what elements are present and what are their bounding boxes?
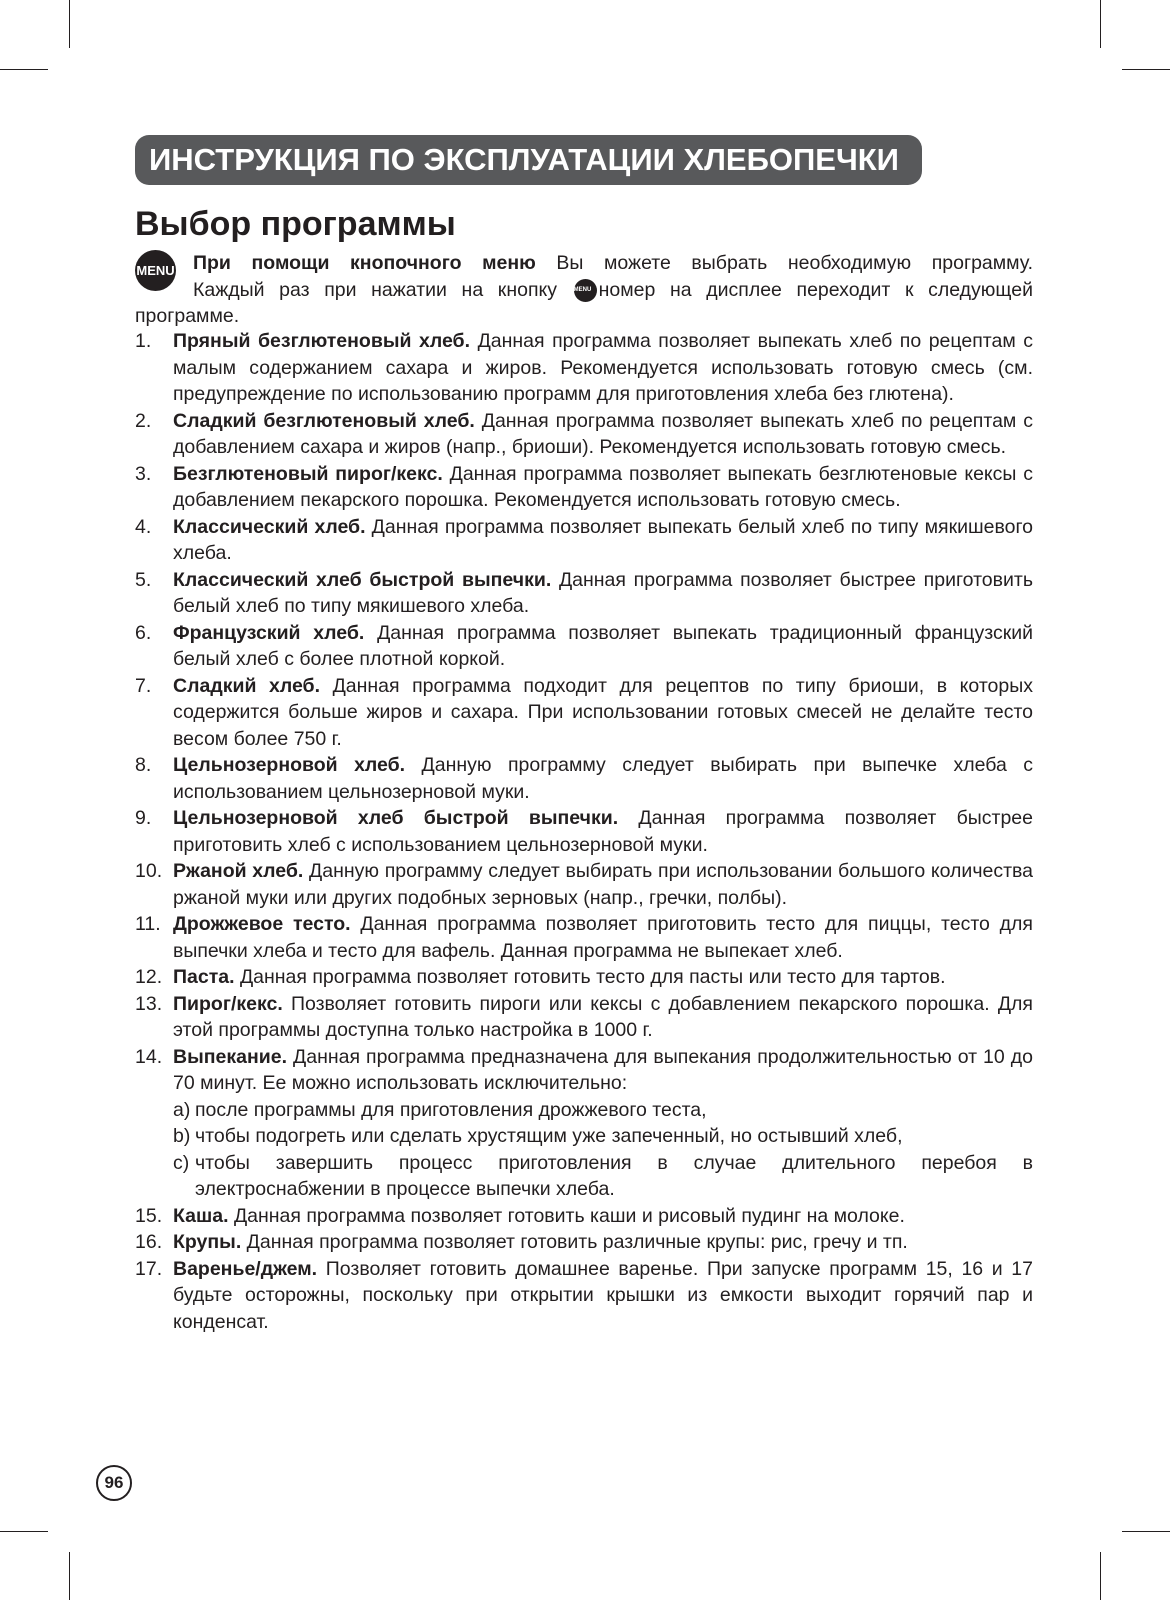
program-description: Данная программа позволяет выпекать безглютеновые кексы с добавлением пекарского порошка. Рекомендуется использовать готовую смесь. [173, 462, 1034, 511]
program-title: Цельнозерновой хлеб. [173, 754, 406, 776]
program-item [135, 328, 1033, 408]
program-item [135, 408, 1033, 461]
menu-button-icon: MENU [135, 250, 176, 291]
program-description: Данная программа подходит для рецептов по типу бриоши, в которых содержится больше жиров и сахара. При использовании готовых смесей не делайте тесто весом более 750 г. [173, 674, 1033, 750]
menu-inline-icon: MENU [574, 279, 597, 302]
program-item [135, 514, 1033, 567]
crop-mark [1100, 0, 1101, 48]
program-item [135, 1203, 1033, 1230]
program-description: Данная программа позволяет выпекать белый хлеб по типу мякишевого хлеба. [173, 515, 1033, 564]
program-description: Данную программу следует выбирать при использовании большого количества ржаной муки или других подобных зерновых (напр., гречки, полбы). [173, 860, 1033, 909]
program-item [135, 752, 1033, 805]
program-title: Выпекание. [173, 1045, 287, 1068]
program-item [135, 991, 1033, 1044]
page-number: 96 [96, 1465, 132, 1501]
program-number: 4. [135, 515, 152, 538]
program-number: 13. [135, 992, 163, 1015]
program-number: 11. [135, 913, 161, 935]
program-number: 6. [135, 621, 152, 644]
crop-mark [1122, 69, 1170, 70]
program-title: Сладкий хлеб. [173, 674, 321, 697]
program-item [135, 567, 1033, 620]
program-description: Данная программа позволяет готовить тесто для пасты или тесто для тартов. [239, 966, 946, 988]
program-description: Данная программа позволяет быстрее приготовить хлеб с использованием цельнозерновой муки. [173, 807, 1033, 856]
program-description: Данная программа позволяет быстрее приготовить белый хлеб по типу мякишевого хлеба. [173, 568, 1033, 617]
crop-mark [0, 1531, 48, 1532]
program-item [135, 805, 1033, 858]
program-number: 2. [135, 409, 152, 432]
program-item [135, 1229, 1033, 1256]
intro-line-1-text: Вы можете выбрать необходимую программу. [556, 252, 1034, 274]
program-title: Дрожжевое тесто. [173, 913, 351, 935]
program-number: 15. [135, 1204, 163, 1227]
program-number: 17. [135, 1257, 163, 1280]
crop-mark [69, 1552, 70, 1600]
intro-line-1 [135, 250, 1033, 277]
program-title: Паста. [173, 966, 235, 988]
program-description: Данная программа предназначена для выпекания продолжительностью от 10 до 70 минут. Ее можно использовать исключительно: [173, 1045, 1033, 1094]
intro-line-2-end: номер на дисплее переходит к следующей [598, 278, 1033, 301]
program-title: Пряный безглютеновый хлеб. [173, 330, 471, 352]
program-subitem [173, 1097, 1033, 1124]
program-number: 8. [135, 754, 152, 776]
intro-line-2-start: Каждый раз при нажатии на кнопку [193, 278, 558, 301]
program-description: Данную программу следует выбирать при выпечке хлеба с использованием цельнозерновой муки. [173, 754, 1033, 803]
program-number: 16. [135, 1231, 163, 1253]
program-title: Классический хлеб быстрой выпечки. [173, 568, 552, 591]
program-subitem [173, 1123, 1033, 1150]
subitem-letter: a) [173, 1098, 191, 1121]
program-number: 14. [135, 1045, 163, 1068]
intro-line-3: программе. [135, 305, 240, 327]
crop-mark [1122, 1531, 1170, 1532]
program-item [135, 1044, 1033, 1203]
program-item [135, 673, 1033, 753]
program-description: Данная программа позволяет выпекать хлеб по рецептам с малым содержанием сахара и жиров. Рекомендуется использовать готовую смесь (см. предупреждение по использованию программ для приготовления хлеба без глютена). [173, 330, 1033, 405]
page-banner-title: ИНСТРУКЦИЯ ПО ЭКСПЛУАТАЦИИ ХЛЕБОПЕЧКИ [135, 135, 922, 185]
program-subitem [173, 1150, 1033, 1203]
subitem-letter: c) [173, 1151, 190, 1174]
subitem-letter: b) [173, 1125, 191, 1147]
program-description: Данная программа позволяет выпекать хлеб по рецептам с добавлением сахара и жиров (напр., бриоши). Рекомендуется использовать готовую смесь. [173, 409, 1033, 458]
crop-mark [1100, 1552, 1101, 1600]
program-title: Цельнозерновой хлеб быстрой выпечки. [173, 807, 619, 829]
program-item [135, 964, 1033, 991]
program-item [135, 911, 1033, 964]
program-item [135, 858, 1033, 911]
program-number: 9. [135, 807, 152, 829]
crop-mark [69, 0, 70, 48]
subitem-text: чтобы завершить процесс приготовления в случае длительного перебоя в электроснабжении в процессе выпечки хлеба. [195, 1151, 1033, 1200]
program-description: Позволяет готовить домашнее варенье. При запуске программ 15, 16 и 17 будьте осторожны, поскольку при открытии крышки из емкости выходит горячий пар и конденсат. [173, 1257, 1033, 1333]
program-number: 5. [135, 568, 152, 591]
program-title: Пирог/кекс. [173, 992, 283, 1015]
program-title: Французский хлеб. [173, 621, 365, 644]
program-title: Крупы. [173, 1231, 242, 1253]
program-title: Безглютеновый пирог/кекс. [173, 462, 443, 485]
program-list [135, 328, 1033, 1335]
program-item [135, 620, 1033, 673]
subitem-text: после программы для приготовления дрожжевого теста, [195, 1098, 707, 1121]
crop-mark [0, 69, 48, 70]
program-description: Данная программа позволяет выпекать традиционный французский белый хлеб с более плотной коркой. [173, 621, 1034, 670]
program-title: Классический хлеб. [173, 515, 366, 538]
program-description: Данная программа позволяет готовить различные крупы: рис, гречу и тп. [246, 1231, 908, 1253]
program-description: Позволяет готовить пироги или кексы с добавлением пекарского порошка. Для этой программы доступна только настройка в 1000 г. [173, 992, 1033, 1041]
program-item [135, 1256, 1033, 1336]
program-item [135, 461, 1033, 514]
program-title: Сладкий безглютеновый хлеб. [173, 409, 475, 432]
program-description: Данная программа позволяет приготовить тесто для пиццы, тесто для выпечки хлеба и тесто для вафель. Данная программа не выпекает хлеб. [173, 913, 1033, 962]
intro-line-2 [135, 277, 1033, 304]
program-number: 12. [135, 966, 163, 988]
program-number: 10. [135, 860, 163, 882]
program-number: 1. [135, 330, 152, 352]
program-description: Данная программа позволяет готовить каши и рисовый пудинг на молоке. [233, 1204, 905, 1227]
intro-bold: При помощи кнопочного меню [193, 252, 536, 274]
program-title: Варенье/джем. [173, 1257, 318, 1280]
section-title: Выбор программы [135, 205, 456, 243]
program-number: 7. [135, 674, 152, 697]
intro-paragraph [135, 250, 1033, 330]
program-title: Каша. [173, 1204, 229, 1227]
subitem-text: чтобы подогреть или сделать хрустящим уже запеченный, но остывший хлеб, [195, 1125, 903, 1147]
program-number: 3. [135, 462, 152, 485]
program-title: Ржаной хлеб. [173, 860, 304, 882]
